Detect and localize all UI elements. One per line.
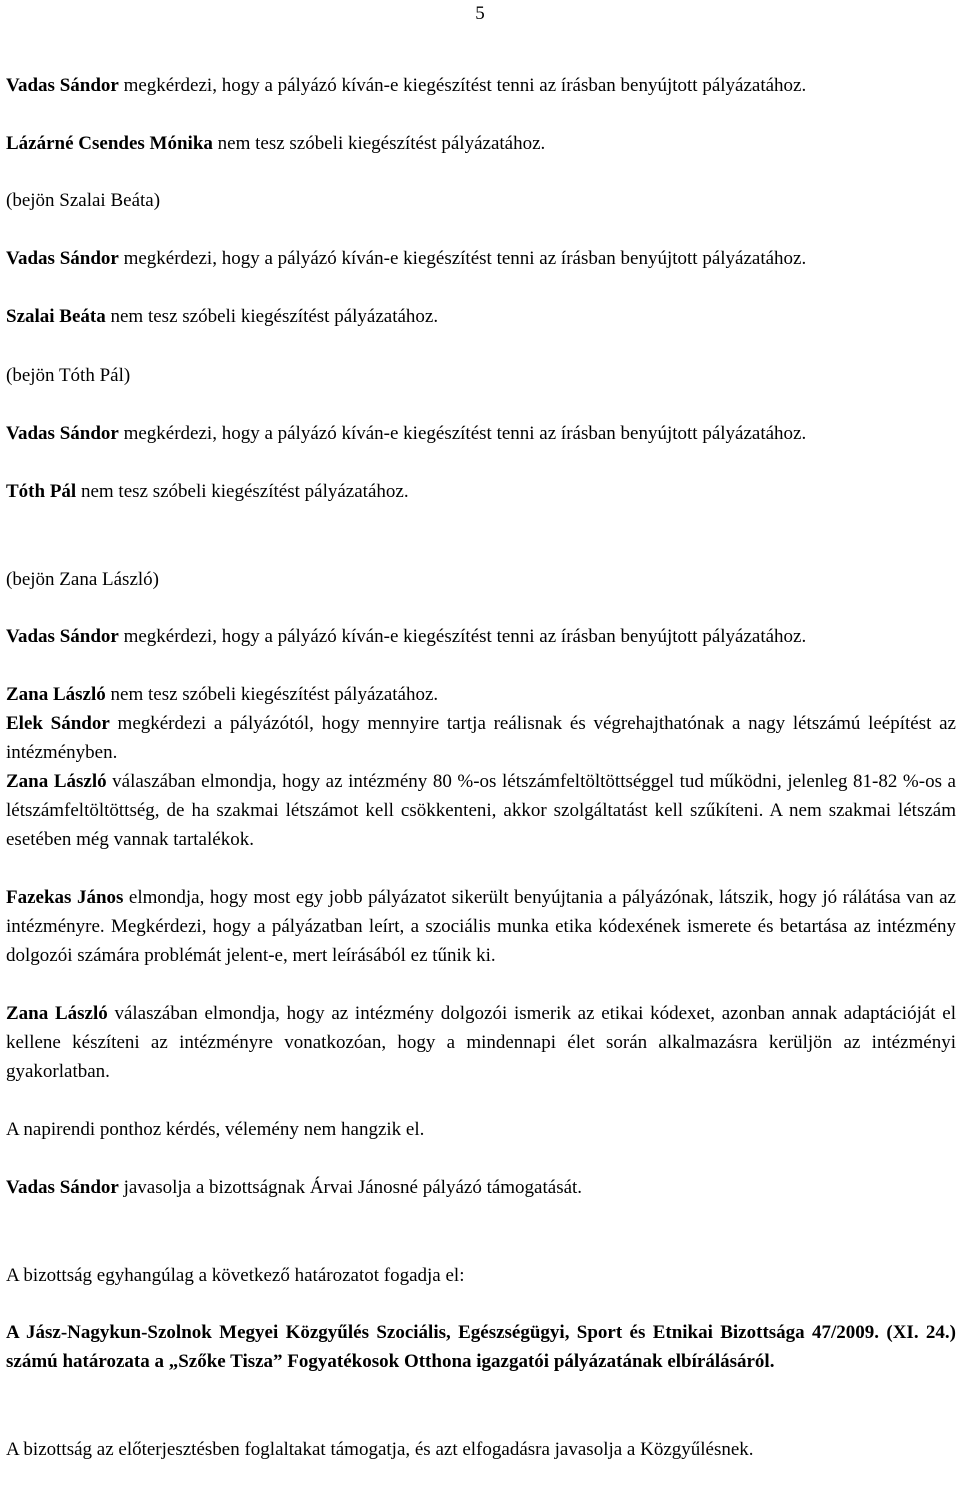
answer-5-speaker: Zana László (6, 771, 107, 792)
question-5 (6, 710, 956, 768)
resolution-body (6, 1436, 956, 1465)
answer-2-speaker: Szalai Beáta (6, 306, 106, 327)
proposal (6, 1174, 956, 1203)
question-2-text: megkérdezi, hogy a pályázó kíván-e kiegészítést tenni az írásban benyújtott pályázatához. (118, 248, 807, 269)
resolution-title-speaker: A Jász-Nagykun-Szolnok Megyei Közgyűlés Szociális, Egészségügyi, Sport és Etnikai Bizottsága 47/2009. (XI. 24.) számú határozata a „Szőke Tisza” Fogyatékosok Otthona igazgatói pályázatának elbírálásáról. (6, 1322, 956, 1372)
question-3 (6, 420, 956, 449)
proposal-text: javasolja a bizottságnak Árvai Jánosné pályázó támogatását. (118, 1177, 583, 1198)
answer-2 (6, 303, 956, 332)
proposal-speaker: Vadas Sándor (6, 1177, 119, 1198)
answer-1 (6, 130, 956, 159)
entry-3-text: (bejön Tóth Pál) (6, 365, 131, 386)
entry-2 (6, 187, 956, 216)
question-6-text: elmondja, hogy most egy jobb pályázatot sikerült benyújtania a pályázónak, látszik, hogy jó rálátása van az intézményre. Megkérdezi, hogy a pályázatban leírt, a szociális munka etika kódexének ismerete és betartása az intézmény dolgozói számára problémát jelent-e, mert leírásából ez tűnik ki. (6, 887, 956, 966)
decision-intro-text: A bizottság egyhangúlag a következő határozatot fogadja el: (6, 1265, 465, 1286)
question-5-text: megkérdezi a pályázótól, hogy mennyire tartja reálisnak és végrehajthatónak a nagy létszámú leépítést az intézményben. (6, 713, 956, 763)
no-questions-text: A napirendi ponthoz kérdés, vélemény nem hangzik el. (6, 1119, 425, 1140)
answer-3 (6, 478, 956, 507)
resolution-body-text: A bizottság az előterjesztésben foglaltakat támogatja, és azt elfogadásra javasolja a Közgyűlésnek. (6, 1439, 754, 1460)
answer-6 (6, 1000, 956, 1086)
question-2 (6, 245, 956, 274)
answer-1-speaker: Lázárné Csendes Mónika (6, 133, 213, 154)
question-4 (6, 623, 956, 652)
question-3-text: megkérdezi, hogy a pályázó kíván-e kiegészítést tenni az írásban benyújtott pályázatához. (118, 423, 807, 444)
question-2-speaker: Vadas Sándor (6, 248, 119, 269)
answer-3-text: nem tesz szóbeli kiegészítést pályázatához. (76, 481, 409, 502)
resolution-title (6, 1319, 956, 1377)
entry-2-text: (bejön Szalai Beáta) (6, 190, 161, 211)
answer-5 (6, 768, 956, 854)
question-1-text: megkérdezi, hogy a pályázó kíván-e kiegészítést tenni az írásban benyújtott pályázatához. (118, 75, 807, 96)
answer-1-text: nem tesz szóbeli kiegészítést pályázatához. (212, 133, 546, 154)
question-5-speaker: Elek Sándor (6, 713, 110, 734)
question-1-speaker: Vadas Sándor (6, 75, 119, 96)
answer-5-text: válaszában elmondja, hogy az intézmény 80 %-os létszámfeltöltöttséggel tud működni, jelenleg 81-82 %-os a létszámfeltöltöttség, de ha szakmai létszámot kell csökkenteni, akkor szolgáltatást kell szűkíteni. A nem szakmai létszám esetében még vannak tartalékok. (6, 771, 956, 850)
answer-3-speaker: Tóth Pál (6, 481, 77, 502)
answer-4-text: nem tesz szóbeli kiegészítést pályázatához. (105, 684, 439, 705)
question-6-speaker: Fazekas János (6, 887, 124, 908)
decision-intro (6, 1262, 956, 1291)
question-1 (6, 72, 956, 101)
question-4-text: megkérdezi, hogy a pályázó kíván-e kiegészítést tenni az írásban benyújtott pályázatához. (118, 626, 807, 647)
entry-4-text: (bejön Zana László) (6, 569, 159, 590)
answer-4 (6, 681, 956, 710)
answer-4-speaker: Zana László (6, 684, 106, 705)
question-6 (6, 884, 956, 970)
answer-2-text: nem tesz szóbeli kiegészítést pályázatához. (105, 306, 439, 327)
answer-6-text: válaszában elmondja, hogy az intézmény dolgozói ismerik az etikai kódexet, azonban annak adaptációját el kellene készíteni az intézményre vonatkozóan, hogy a mindennapi élet során alkalmazásra kerüljön az intézményi gyakorlatban. (6, 1003, 956, 1082)
entry-4 (6, 566, 956, 595)
question-4-speaker: Vadas Sándor (6, 626, 119, 647)
page-number: 5 (475, 3, 485, 24)
answer-6-speaker: Zana László (6, 1003, 108, 1024)
question-3-speaker: Vadas Sándor (6, 423, 119, 444)
no-questions (6, 1116, 956, 1145)
entry-3 (6, 362, 956, 391)
